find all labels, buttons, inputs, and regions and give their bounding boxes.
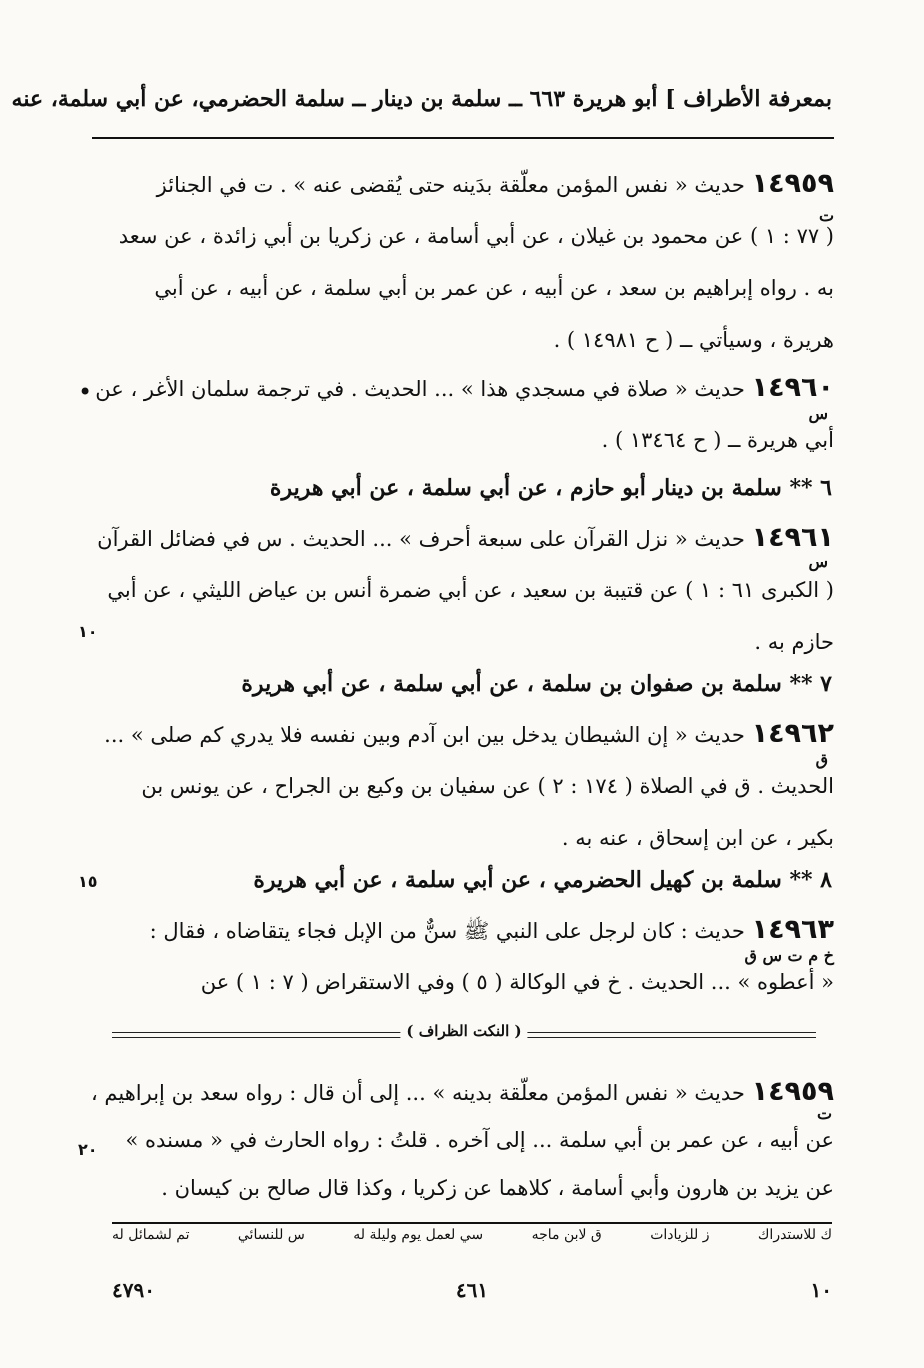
- entry-line: بكير ، عن ابن إسحاق ، عنه به .: [561, 826, 834, 850]
- chain-subheading: [241, 662, 832, 706]
- hadith-text: حديث « صلاة في مسجدي هذا » ... الحديث . في ترجمة سلمان الأغر ، عن: [95, 377, 745, 401]
- entry-14960: [96, 364, 834, 464]
- margin-line-number: ٢٠: [78, 1140, 98, 1159]
- entry-sigla: ت: [818, 206, 834, 225]
- entry-line: الحديث . ق في الصلاة ( ١٧٤ : ٢ ) عن سفيان بن وكيع بن الجراح ، عن يونس بن: [141, 774, 834, 798]
- legend-item: س للنسائي: [237, 1227, 305, 1243]
- legend-item: ك للاستدراك: [757, 1227, 832, 1243]
- hadith-number: ١٤٩٦١: [751, 522, 834, 553]
- note-text: حديث « نفس المؤمن معلّقة بدينه » ... إلى أن قال : رواه سعد بن إبراهيم ،: [90, 1081, 745, 1105]
- entry-line: [96, 906, 834, 954]
- running-header: بمعرفة الأطراف ] أبو هريرة ٦٦٣ ــ سلمة بن دينار ــ سلمة الحضرمي، عن أبي سلمة، عنه: [11, 86, 832, 112]
- entry-line: [96, 514, 834, 562]
- entry-line: [96, 710, 834, 758]
- entry-14962: [96, 710, 834, 860]
- subheading-text: سلمة بن صفوان بن سلمة ، عن أبي سلمة ، عن أبي هريرة: [241, 671, 782, 697]
- subheading-mark: ٦ **: [789, 475, 832, 501]
- note-line: عن يزيد بن هارون وأبي أسامة ، كلاهما عن زكريا ، وكذا قال صالح بن كيسان .: [161, 1176, 834, 1200]
- note-line: عن أبيه ، عن عمر بن أبي سلمة ... إلى آخره . قلتُ : رواه الحارث في « مسنده »: [125, 1128, 834, 1152]
- hadith-text: حديث « نفس المؤمن معلّقة بدَينه حتى يُقضى عنه » . ت في الجنائز: [156, 173, 745, 197]
- margin-line-number: ١٠: [78, 622, 98, 641]
- hadith-text: حديث « نزل القرآن على سبعة أحرف » ... الحديث . س في فضائل القرآن: [97, 527, 745, 551]
- page-footer: [112, 1278, 832, 1308]
- total-count: ٤٧٩٠: [112, 1278, 155, 1302]
- note-line: [90, 1068, 834, 1116]
- hadith-number: ١٤٩٦٠: [751, 372, 834, 403]
- entry-14963: [96, 906, 834, 1006]
- entry-sigla: س: [808, 404, 828, 423]
- entry-sigla: س: [808, 552, 828, 571]
- legend-item: تم لشمائل له: [112, 1227, 190, 1243]
- entry-line: « أعطوه » ... الحديث . خ في الوكالة ( ٥ ) وفي الاستقراض ( ٧ : ١ ) عن: [200, 970, 834, 994]
- margin-line-number: ١٥: [78, 872, 98, 891]
- entry-line: حازم به .: [754, 630, 834, 654]
- chain-subheading: [250, 466, 832, 510]
- entry-line: [96, 160, 834, 208]
- abbreviation-legend: [112, 1227, 832, 1255]
- hadith-text: حديث « إن الشيطان يدخل بين ابن آدم وبين نفسه فلا يدري كم صلى » ...: [104, 723, 745, 747]
- subheading-text: سلمة بن كهيل الحضرمي ، عن أبي سلمة ، عن أبي هريرة: [253, 867, 782, 893]
- note-sigla: ت: [816, 1104, 832, 1123]
- legend-rule: [112, 1222, 832, 1224]
- header-rule: [92, 137, 834, 139]
- entry-14959: [96, 160, 834, 360]
- margin-dot: •: [78, 378, 93, 406]
- hadith-text: حديث : كان لرجل على النبي ﷺ سنٌّ من الإبل فجاء يتقاضاه ، فقال :: [149, 919, 745, 943]
- entry-sigla: خ م ت س ق: [744, 946, 834, 965]
- hadith-number: ١٤٩٦٣: [751, 914, 834, 945]
- entry-14961: [96, 514, 834, 664]
- page-number: ٤٦١: [455, 1278, 489, 1302]
- legend-item: ق لابن ماجه: [531, 1227, 602, 1243]
- subheading-mark: ٧ **: [789, 671, 832, 697]
- entry-line: [96, 364, 834, 412]
- entry-line: أبي هريرة ــ ( ح ١٣٤٦٤ ) .: [601, 428, 834, 452]
- notes-section: [90, 1068, 834, 1218]
- legend-item: سي لعمل يوم وليلة له: [353, 1227, 484, 1243]
- entry-line: ( الكبرى ٦١ : ١ ) عن قتيبة بن سعيد ، عن أبي ضمرة أنس بن عياض الليثي ، عن أبي: [107, 578, 834, 602]
- subheading-text: سلمة بن دينار أبو حازم ، عن أبي سلمة ، عن أبي هريرة: [269, 475, 782, 501]
- legend-item: ز للزيادات: [650, 1227, 710, 1243]
- chain-subheading: [250, 858, 832, 902]
- volume-number: ١٠: [810, 1278, 832, 1302]
- hadith-number: ١٤٩٥٩: [751, 168, 834, 199]
- notes-divider: [112, 1022, 816, 1044]
- entry-sigla: ق: [815, 750, 828, 769]
- hadith-number: ١٤٩٥٩: [751, 1076, 834, 1107]
- entry-line: به . رواه إبراهيم بن سعد ، عن أبيه ، عن عمر بن أبي سلمة ، عن أبيه ، عن أبي: [154, 276, 834, 300]
- entry-line: ( ٧٧ : ١ ) عن محمود بن غيلان ، عن أبي أسامة ، عن زكريا بن أبي زائدة ، عن سعد: [118, 224, 834, 248]
- hadith-number: ١٤٩٦٢: [751, 718, 834, 749]
- entry-line: هريرة ، وسيأتي ــ ( ح ١٤٩٨١ ) .: [553, 328, 834, 352]
- divider-label: ( النكت الظراف ): [400, 1022, 527, 1040]
- subheading-mark: ٨ **: [789, 867, 832, 893]
